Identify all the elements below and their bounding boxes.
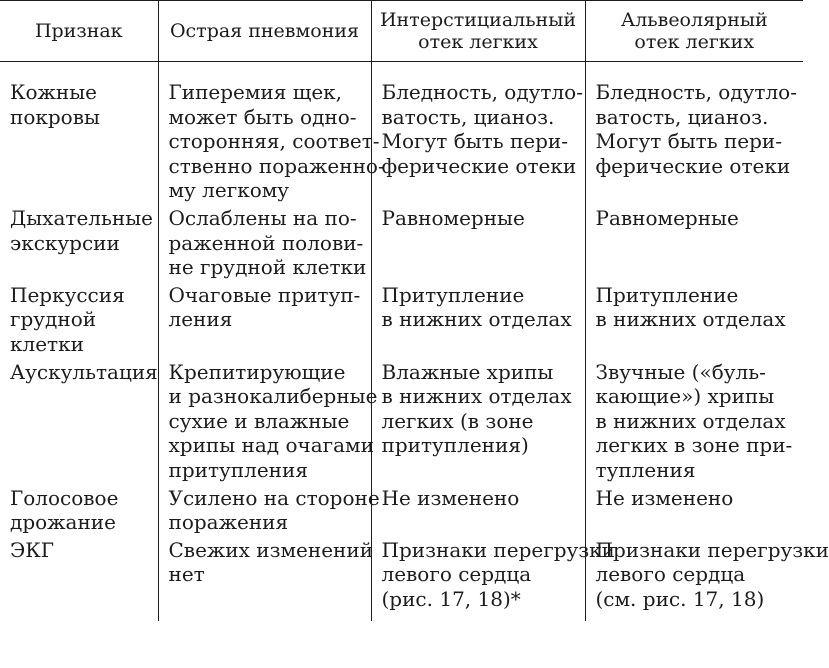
cell-line: левого сердца <box>595 562 746 587</box>
cell-line: му легкому <box>168 178 290 203</box>
cell-line: не грудной клетки <box>168 255 367 280</box>
cell-interstitial <box>371 360 585 486</box>
cell-alveolar <box>585 206 803 283</box>
cell-line: Острая пневмония <box>169 20 360 42</box>
cell-line: Перкуссия <box>10 282 125 307</box>
cell-line: отек легких <box>418 31 538 53</box>
cell-line: ферические отеки <box>381 153 577 178</box>
cell-line: Бледность, одутло- <box>595 80 797 104</box>
cell-sign <box>0 62 158 206</box>
cell-line: Ослаблены на по- <box>168 205 357 230</box>
table-header <box>0 1 803 62</box>
header-alveolar-edema <box>585 1 803 62</box>
cell-interstitial <box>371 62 585 206</box>
cell-alveolar <box>585 360 803 486</box>
cell-line: сухие и влажные <box>168 408 350 433</box>
cell-line: Альвеолярный <box>620 9 768 31</box>
cell-line: Гиперемия щек, <box>168 80 343 104</box>
cell-interstitial <box>371 486 585 538</box>
cell-line: легких (в зоне <box>381 408 534 433</box>
cell-interstitial <box>371 206 585 283</box>
cell-line: легких в зоне при- <box>595 433 793 458</box>
cell-line: Крепитирующие <box>168 359 346 384</box>
cell-line: дрожание <box>10 510 116 535</box>
cell-line: ватость, цианоз. <box>381 104 555 129</box>
cell-alveolar <box>585 62 803 206</box>
cell-line: ферические отеки <box>595 153 791 178</box>
cell-line: клетки <box>10 331 84 356</box>
cell-line: ственно пораженно- <box>168 153 385 178</box>
cell-line: ления <box>168 307 233 332</box>
cell-sign <box>0 206 158 283</box>
cell-sign <box>0 283 158 360</box>
cell-line: и разнокалиберные <box>168 384 378 409</box>
cell-line: Аускультация <box>10 359 158 384</box>
cell-line: раженной полови- <box>168 230 364 255</box>
cell-line: поражения <box>168 510 289 535</box>
cell-pneumonia <box>158 359 378 486</box>
cell-line: грудной <box>10 307 97 332</box>
cell-line: Признаки перегрузки <box>381 537 616 562</box>
cell-line: Могут быть пери- <box>381 129 569 154</box>
cell-line: в нижних отделах <box>595 307 786 332</box>
cell-line: Равномерные <box>381 205 525 230</box>
cell-alveolar <box>585 283 803 360</box>
cell-sign <box>0 538 158 622</box>
table-row-ecg <box>0 538 803 622</box>
cell-line: тупления <box>595 457 696 482</box>
cell-line: Могут быть пери- <box>595 129 783 154</box>
cell-line: Признак <box>34 20 123 42</box>
cell-line: Усилено на стороне <box>168 485 380 510</box>
cell-line: Очаговые притуп- <box>168 282 361 307</box>
table-row-percussion <box>0 283 803 360</box>
header-row <box>0 1 803 62</box>
cell-line: Признаки перегрузки <box>595 537 829 562</box>
cell-line: Звучные («буль- <box>595 359 766 384</box>
cell-line: Дыхательные <box>10 205 153 230</box>
cell-line: ватость, цианоз. <box>595 104 769 129</box>
table-row-fremitus <box>0 486 803 538</box>
cell-line: притупления) <box>381 433 529 458</box>
cell-line: Не изменено <box>381 485 520 510</box>
cell-line: может быть одно- <box>168 104 357 129</box>
table-row-auscultation <box>0 360 803 486</box>
cell-line: Интерстициальный <box>379 9 577 31</box>
cell-line: хрипы над очагами <box>168 433 374 458</box>
cell-line: отек легких <box>634 31 755 53</box>
cell-line: притупления <box>168 457 308 482</box>
cell-pneumonia <box>158 206 371 283</box>
cell-alveolar <box>585 537 829 622</box>
cell-line: ЭКГ <box>10 537 55 562</box>
cell-line: Бледность, одутло- <box>381 80 583 104</box>
cell-interstitial <box>371 283 585 360</box>
cell-line: левого сердца <box>381 562 532 587</box>
cell-line: кающие») хрипы <box>595 384 775 409</box>
header-interstitial-edema <box>371 1 585 62</box>
cell-line: Не изменено <box>595 485 734 510</box>
cell-interstitial <box>371 537 616 622</box>
cell-sign <box>0 360 158 486</box>
cell-line: сторонняя, соответ- <box>168 129 380 154</box>
cell-line: в нижних отделах <box>595 408 786 433</box>
table-body <box>0 62 829 622</box>
cell-alveolar <box>585 486 803 538</box>
cell-line: Влажные хрипы <box>381 359 554 384</box>
cell-line: (см. рис. 17, 18) <box>595 586 765 611</box>
cell-line: Свежих изменений <box>168 537 374 562</box>
header-sign <box>0 1 158 62</box>
cell-line: в нижних отделах <box>381 307 572 332</box>
cell-line: нет <box>168 562 205 587</box>
cell-line: экскурсии <box>10 230 120 255</box>
cell-line: Притупление <box>381 282 525 307</box>
header-pneumonia <box>158 1 371 62</box>
cell-line: Кожные <box>10 80 98 104</box>
cell-line: покровы <box>10 104 100 129</box>
cell-pneumonia <box>158 62 385 206</box>
cell-line: Равномерные <box>595 205 739 230</box>
table-row-breathing <box>0 206 803 283</box>
cell-line: Голосовое <box>10 485 119 510</box>
cell-line: в нижних отделах <box>381 384 572 409</box>
cell-line: Притупление <box>595 282 739 307</box>
cell-pneumonia <box>158 485 380 538</box>
cell-sign <box>0 486 158 538</box>
cell-line: (рис. 17, 18)* <box>381 586 521 611</box>
table-row-skin <box>0 62 803 206</box>
cell-pneumonia <box>158 283 371 360</box>
cell-pneumonia <box>158 537 374 622</box>
